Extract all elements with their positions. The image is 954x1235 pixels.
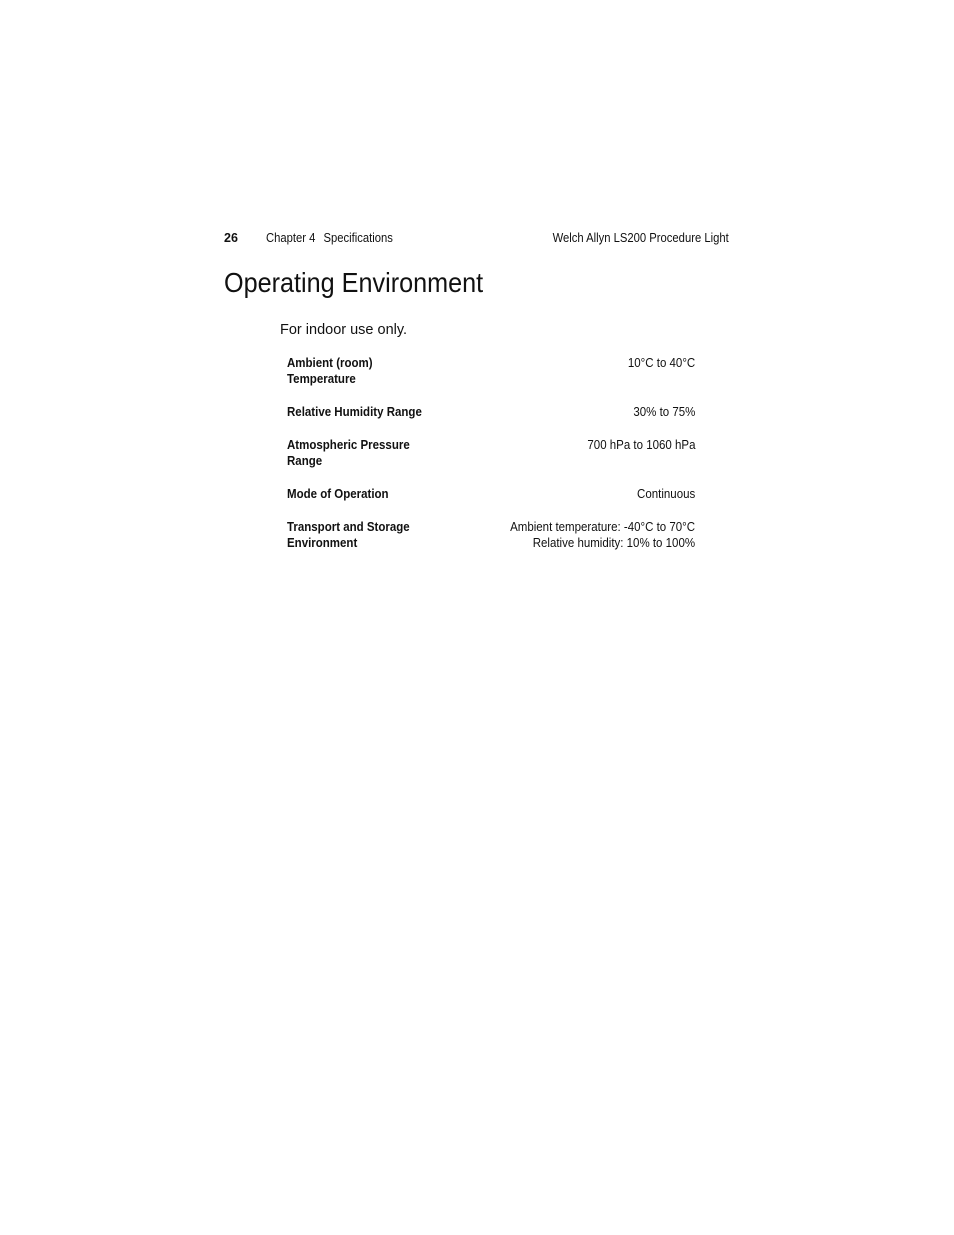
chapter-title: Specifications bbox=[323, 231, 393, 245]
spec-label-line: Mode of Operation bbox=[287, 487, 389, 501]
spec-value-line: Relative humidity: 10% to 100% bbox=[532, 536, 695, 550]
spec-value-line: 30% to 75% bbox=[632, 405, 695, 419]
spec-value-line: Continuous bbox=[636, 487, 695, 501]
spec-value bbox=[587, 437, 695, 453]
intro-text: For indoor use only. bbox=[280, 322, 408, 338]
spec-row-ambient-temperature bbox=[287, 355, 695, 387]
spec-label bbox=[287, 486, 443, 502]
spec-value-line: 10°C to 40°C bbox=[627, 356, 695, 370]
spec-label-line: Transport and Storage bbox=[287, 520, 410, 534]
spec-value-line: 700 hPa to 1060 hPa bbox=[586, 438, 695, 452]
section-title: Operating Environment bbox=[224, 267, 484, 298]
running-header bbox=[224, 229, 729, 247]
spec-label bbox=[287, 404, 443, 420]
spec-label-line: Relative Humidity Range bbox=[287, 405, 422, 419]
spec-row-atmospheric-pressure bbox=[287, 437, 695, 469]
spec-table bbox=[287, 355, 695, 568]
spec-label-line: Range bbox=[287, 454, 323, 468]
spec-label-line: Temperature bbox=[287, 372, 356, 386]
spec-label bbox=[287, 437, 443, 469]
spec-row-transport-storage bbox=[287, 519, 695, 551]
spec-value bbox=[633, 404, 695, 420]
spec-value bbox=[628, 355, 695, 371]
spec-value bbox=[510, 519, 695, 551]
spec-row-mode-of-operation bbox=[287, 486, 695, 502]
spec-label bbox=[287, 519, 443, 551]
chapter-number: Chapter 4 bbox=[266, 231, 316, 245]
spec-label-line: Ambient (room) bbox=[287, 356, 373, 370]
chapter-label bbox=[266, 229, 393, 247]
spec-value-line: Ambient temperature: -40°C to 70°C bbox=[510, 520, 695, 534]
page-number: 26 bbox=[224, 231, 238, 245]
spec-label bbox=[287, 355, 443, 387]
spec-value bbox=[637, 486, 695, 502]
spec-label-line: Environment bbox=[287, 536, 358, 550]
book-title: Welch Allyn LS200 Procedure Light bbox=[552, 231, 729, 245]
spec-row-relative-humidity bbox=[287, 404, 695, 420]
spec-label-line: Atmospheric Pressure bbox=[287, 438, 410, 452]
